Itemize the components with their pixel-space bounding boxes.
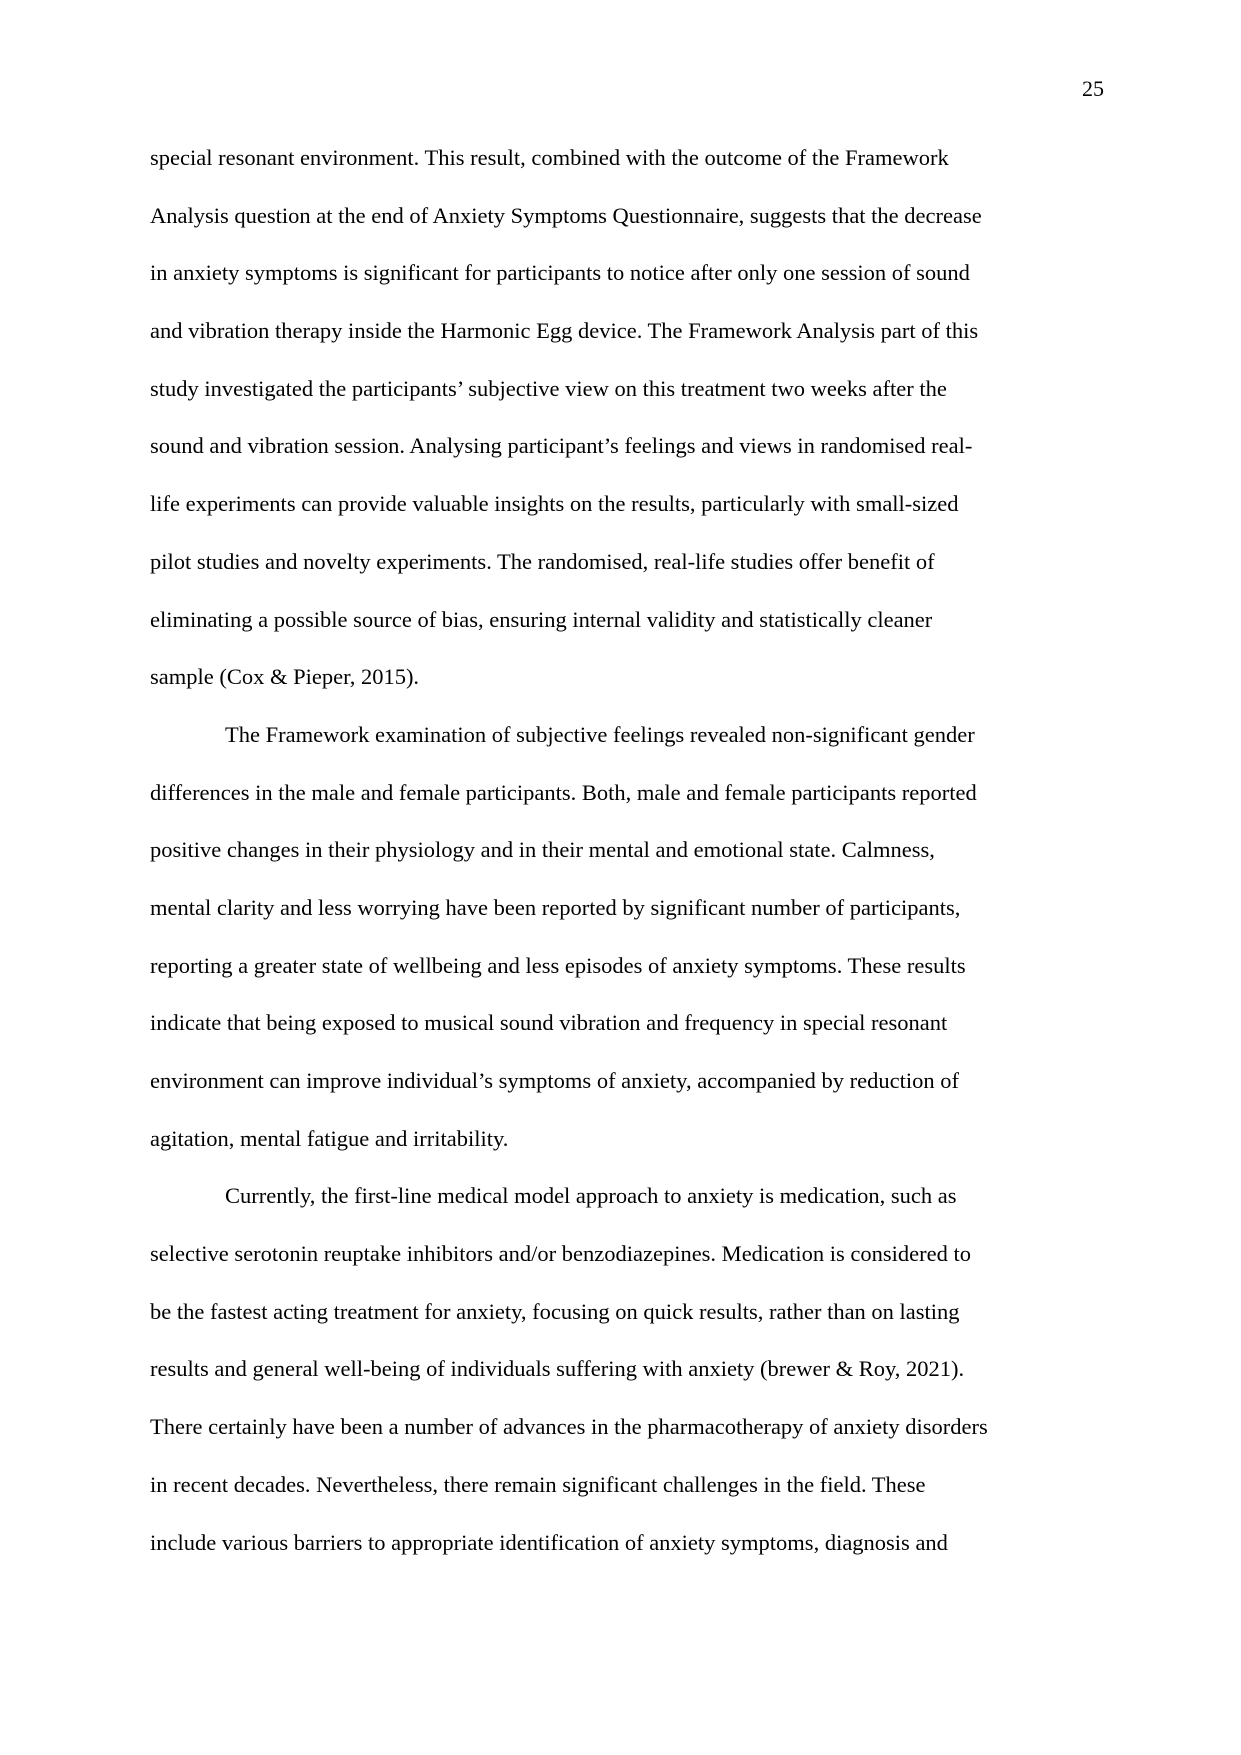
text-line: reporting a greater state of wellbeing and less episodes of anxiety symptoms. These results xyxy=(150,952,966,978)
paragraph-first-line: The Framework examination of subjective feelings revealed non-significant gender xyxy=(225,721,975,747)
text-line: Analysis question at the end of Anxiety Symptoms Questionnaire, suggests that the decrease xyxy=(150,202,982,228)
text-line: study investigated the participants’ subjective view on this treatment two weeks after the xyxy=(150,375,947,401)
text-line: selective serotonin reuptake inhibitors and/or benzodiazepines. Medication is considered to xyxy=(150,1241,971,1267)
text-line: eliminating a possible source of bias, ensuring internal validity and statistically cleaner xyxy=(150,606,933,632)
text-line: and vibration therapy inside the Harmonic Egg device. The Framework Analysis part of this xyxy=(150,318,979,344)
text-line: be the fastest acting treatment for anxiety, focusing on quick results, rather than on lasting xyxy=(150,1298,960,1324)
text-line: results and general well-being of individuals suffering with anxiety (brewer & Roy, 2021). xyxy=(150,1356,965,1382)
text-line: sound and vibration session. Analysing participant’s feelings and views in randomised real- xyxy=(150,433,973,459)
paragraph-first-line: Currently, the first-line medical model approach to anxiety is medication, such as xyxy=(225,1183,957,1209)
text-line: positive changes in their physiology and in their mental and emotional state. Calmness, xyxy=(150,837,935,863)
text-line: agitation, mental fatigue and irritability. xyxy=(150,1125,509,1151)
text-line: in recent decades. Nevertheless, there remain significant challenges in the field. These xyxy=(150,1471,926,1497)
text-line: special resonant environment. This result, combined with the outcome of the Framework xyxy=(150,145,949,170)
text-line: life experiments can provide valuable insights on the results, particularly with small-sized xyxy=(150,491,959,517)
text-line: in anxiety symptoms is significant for participants to notice after only one session of sound xyxy=(150,260,970,286)
text-line: differences in the male and female participants. Both, male and female participants reported xyxy=(150,779,977,805)
text-line: include various barriers to appropriate identification of anxiety symptoms, diagnosis and xyxy=(150,1529,948,1555)
text-line: mental clarity and less worrying have been reported by significant number of participants, xyxy=(150,894,961,920)
text-line: environment can improve individual’s symptoms of anxiety, accompanied by reduction of xyxy=(150,1068,959,1093)
page-number: 25 xyxy=(1082,76,1104,101)
text-line: sample (Cox & Pieper, 2015). xyxy=(150,664,420,690)
text-line: indicate that being exposed to musical sound vibration and frequency in special resonant xyxy=(150,1010,948,1036)
body-text xyxy=(150,143,1100,1585)
text-line: pilot studies and novelty experiments. The randomised, real-life studies offer benefit of xyxy=(150,548,935,574)
text-line: There certainly have been a number of advances in the pharmacotherapy of anxiety disorders xyxy=(150,1414,988,1440)
